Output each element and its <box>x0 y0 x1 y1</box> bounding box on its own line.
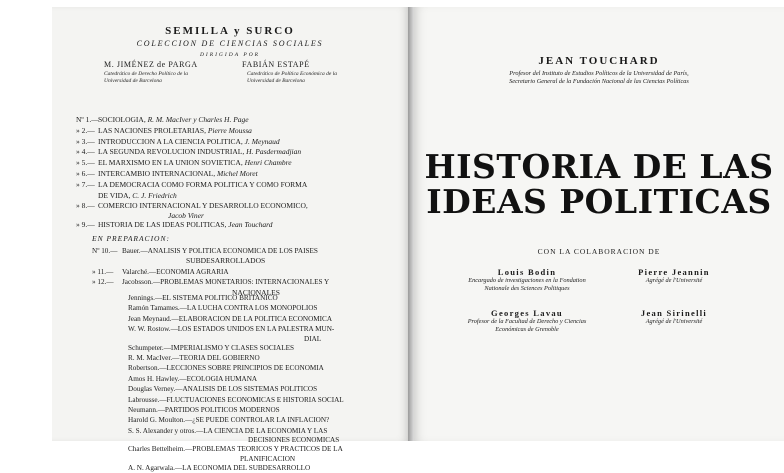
volume-author: Michel Moret <box>216 168 258 178</box>
volume-number: » 4.— <box>76 147 95 157</box>
list-item: Jennings.—EL SISTEMA POLITICO BRITANICO <box>128 294 278 302</box>
collaborator-affiliation: Agrégé de l'Université <box>645 277 703 284</box>
volume-title: INTERCAMBIO INTERNACIONAL, <box>98 168 216 178</box>
item-number: » 11.— <box>92 267 114 276</box>
collaborator <box>442 308 612 334</box>
volume-number: » 2.— <box>76 125 95 135</box>
volume-number: » 8.— <box>76 201 95 211</box>
author-name: JEAN TOUCHARD <box>538 55 660 67</box>
volume-author: R. M. MacIver y Charles H. Page <box>147 115 249 124</box>
collaborator-name: Jean Sirinelli <box>640 308 708 318</box>
author-affiliation-line: Profesor del Instituto de Estudios Políticos de la Universidad de París, <box>509 70 689 77</box>
collaborator-affiliation: Agrégé de l'Université <box>645 318 703 325</box>
item-number: Nº 10.— <box>92 247 118 255</box>
list-item: A. N. Agarwala.—LA ECONOMIA DEL SUBDESARROLLO <box>128 463 311 472</box>
volume-item <box>76 180 308 191</box>
author-affiliation-line: Secretario General de la Fundación Nacional de las Ciencias Políticas <box>509 77 689 85</box>
volume-author: Henri Chambre <box>244 158 292 168</box>
volume-item <box>76 158 308 169</box>
volume-number: » 5.— <box>76 158 95 168</box>
editor-name: M. JIMÉNEZ de PARGA <box>104 60 198 69</box>
volume-item-continuation <box>76 212 308 220</box>
list-item <box>92 277 329 287</box>
volume-title: LA DEMOCRACIA COMO FORMA POLITICA Y COMO FORMA <box>98 179 308 189</box>
list-item: Labrousse.—FLUCTUACIONES ECONOMICAS E HISTORIA SOCIAL <box>128 395 344 404</box>
volume-number: » 7.— <box>76 179 95 189</box>
collection-title: COLECCION DE CIENCIAS SOCIALES <box>136 39 324 48</box>
list-item: Schumpeter.—IMPERIALISMO Y CLASES SOCIALES <box>128 343 294 352</box>
editor-affiliation: Catedrático de Política Económica de la Universidad de Barcelona <box>247 71 337 84</box>
volume-title: COMERCIO INTERNACIONAL Y DESARROLLO ECONOMICO, <box>98 201 308 211</box>
item-number: » 12.— <box>92 278 114 287</box>
book-title-line: HISTORIA DE LAS <box>424 147 774 186</box>
item-text: SUBDESARROLLADOS <box>186 256 266 266</box>
volume-title: INTRODUCCION A LA CIENCIA POLITICA, <box>98 136 243 146</box>
volume-item <box>76 147 308 158</box>
collaborator-affiliation: Profesor de la Facultad de Derecho y Ciencias <box>467 318 587 325</box>
list-item: Jean Meynaud.—ELABORACION DE LA POLITICA ECONOMICA <box>128 314 333 323</box>
list-item: W. W. Rostow.—LOS ESTADOS UNIDOS EN LA PALESTRA MUN- <box>128 325 335 334</box>
list-item: Harold G. Moulton.—¿SE PUEDE CONTROLAR LA INFLACION? <box>128 416 330 425</box>
volume-author: H. Pasdermadjian <box>246 147 302 157</box>
list-item: Neumann.—PARTIDOS POLITICOS MODERNOS <box>128 406 280 415</box>
volume-title: EL MARXISMO EN LA UNION SOVIETICA, <box>98 158 243 168</box>
author-affiliation <box>414 70 784 86</box>
collaborator <box>442 267 612 293</box>
volume-author: Jean Touchard <box>228 220 273 230</box>
volume-title: SOCIOLOGIA, <box>98 115 146 124</box>
right-page <box>414 7 784 441</box>
volume-number: » 9.— <box>76 220 95 230</box>
list-item <box>92 246 329 256</box>
directed-by: DIRIGIDA POR <box>199 52 261 58</box>
volume-item <box>76 115 308 126</box>
list-item-continuation <box>92 256 329 266</box>
editor-name: FABIÁN ESTAPÉ <box>242 60 310 69</box>
item-text: Valarché.—ECONOMIA AGRARIA <box>122 267 229 276</box>
volume-item <box>76 137 308 148</box>
collaboration-heading: CON LA COLABORACION DE <box>537 247 661 256</box>
list-item-continuation: PLANIFICACION <box>240 454 296 463</box>
volume-item-continuation <box>76 191 308 202</box>
collaborator-name: Louis Bodin <box>497 267 557 277</box>
volume-author: Jacob Viner <box>168 211 204 221</box>
in-preparation-more <box>128 293 344 473</box>
collaborator-affiliation: Económicas de Grenoble <box>495 325 559 333</box>
volume-item <box>76 220 308 231</box>
volume-title: LA SEGUNDA REVOLUCION INDUSTRIAL, <box>98 147 245 157</box>
list-item-continuation: DIAL <box>304 334 322 343</box>
volume-number: » 3.— <box>76 136 95 146</box>
list-item: Ramón Tamames.—LA LUCHA CONTRA LOS MONOPOLIOS <box>128 304 318 313</box>
item-text: Jacobsson.—PROBLEMAS MONETARIOS: INTERNACIONALES Y <box>122 278 330 287</box>
volume-author: J. Meynaud <box>244 136 280 146</box>
collaborator <box>614 308 734 326</box>
book-title-line: IDEAS POLITICAS <box>426 182 772 221</box>
list-item: Douglas Verney.—ANALISIS DE LOS SISTEMAS POLITICOS <box>128 385 318 394</box>
volume-list <box>76 115 308 231</box>
list-item: R. M. MacIver.—TEORIA DEL GOBIERNO <box>128 354 260 363</box>
collaborator-name: Georges Lavau <box>491 308 563 318</box>
list-item: Charles Bettelheim.—PROBLEMAS TEORICOS Y PRACTICOS DE LA <box>128 445 343 454</box>
item-text: Bauer.—ANALISIS Y POLITICA ECONOMICA DE LOS PAISES <box>122 247 318 255</box>
left-page <box>52 7 408 472</box>
volume-author: C. J. Friedrich <box>132 190 177 200</box>
collaborator <box>614 267 734 285</box>
volume-title: DE VIDA, <box>98 190 131 200</box>
in-preparation-list <box>92 246 329 298</box>
collaborator-name: Pierre Jeannin <box>638 267 710 277</box>
list-item: S. S. Alexander y otros.—LA CIENCIA DE LA ECONOMIA Y LAS <box>128 426 328 435</box>
book-title <box>414 149 784 219</box>
collaborator-affiliation: Nationale des Sciences Politiques <box>484 284 570 292</box>
item-text: NACIONALES <box>232 287 280 297</box>
volume-number: Nº 1.— <box>76 115 99 124</box>
editor-affiliation: Catedrático de Derecho Político de la Universidad de Barcelona <box>104 71 188 84</box>
volume-item <box>76 126 308 137</box>
series-title: SEMILLA y SURCO <box>165 25 295 37</box>
volume-item <box>76 169 308 180</box>
list-item: Amos H. Hawley.—ECOLOGIA HUMANA <box>128 374 258 383</box>
volume-author: Pierre Moussa <box>207 125 252 135</box>
volume-number: » 6.— <box>76 168 95 178</box>
list-item-continuation: DECISIONES ECONOMICAS <box>248 436 340 445</box>
volume-title: LAS NACIONES PROLETARIAS, <box>98 125 206 135</box>
list-item: Robertson.—LECCIONES SOBRE PRINCIPIOS DE ECONOMIA <box>128 364 324 373</box>
volume-title: HISTORIA DE LAS IDEAS POLITICAS, <box>98 220 227 230</box>
list-item <box>92 267 329 277</box>
in-preparation-heading: EN PREPARACION: <box>92 234 170 243</box>
collaborator-affiliation: Encargado de investigaciones en la Fondation <box>468 277 586 284</box>
